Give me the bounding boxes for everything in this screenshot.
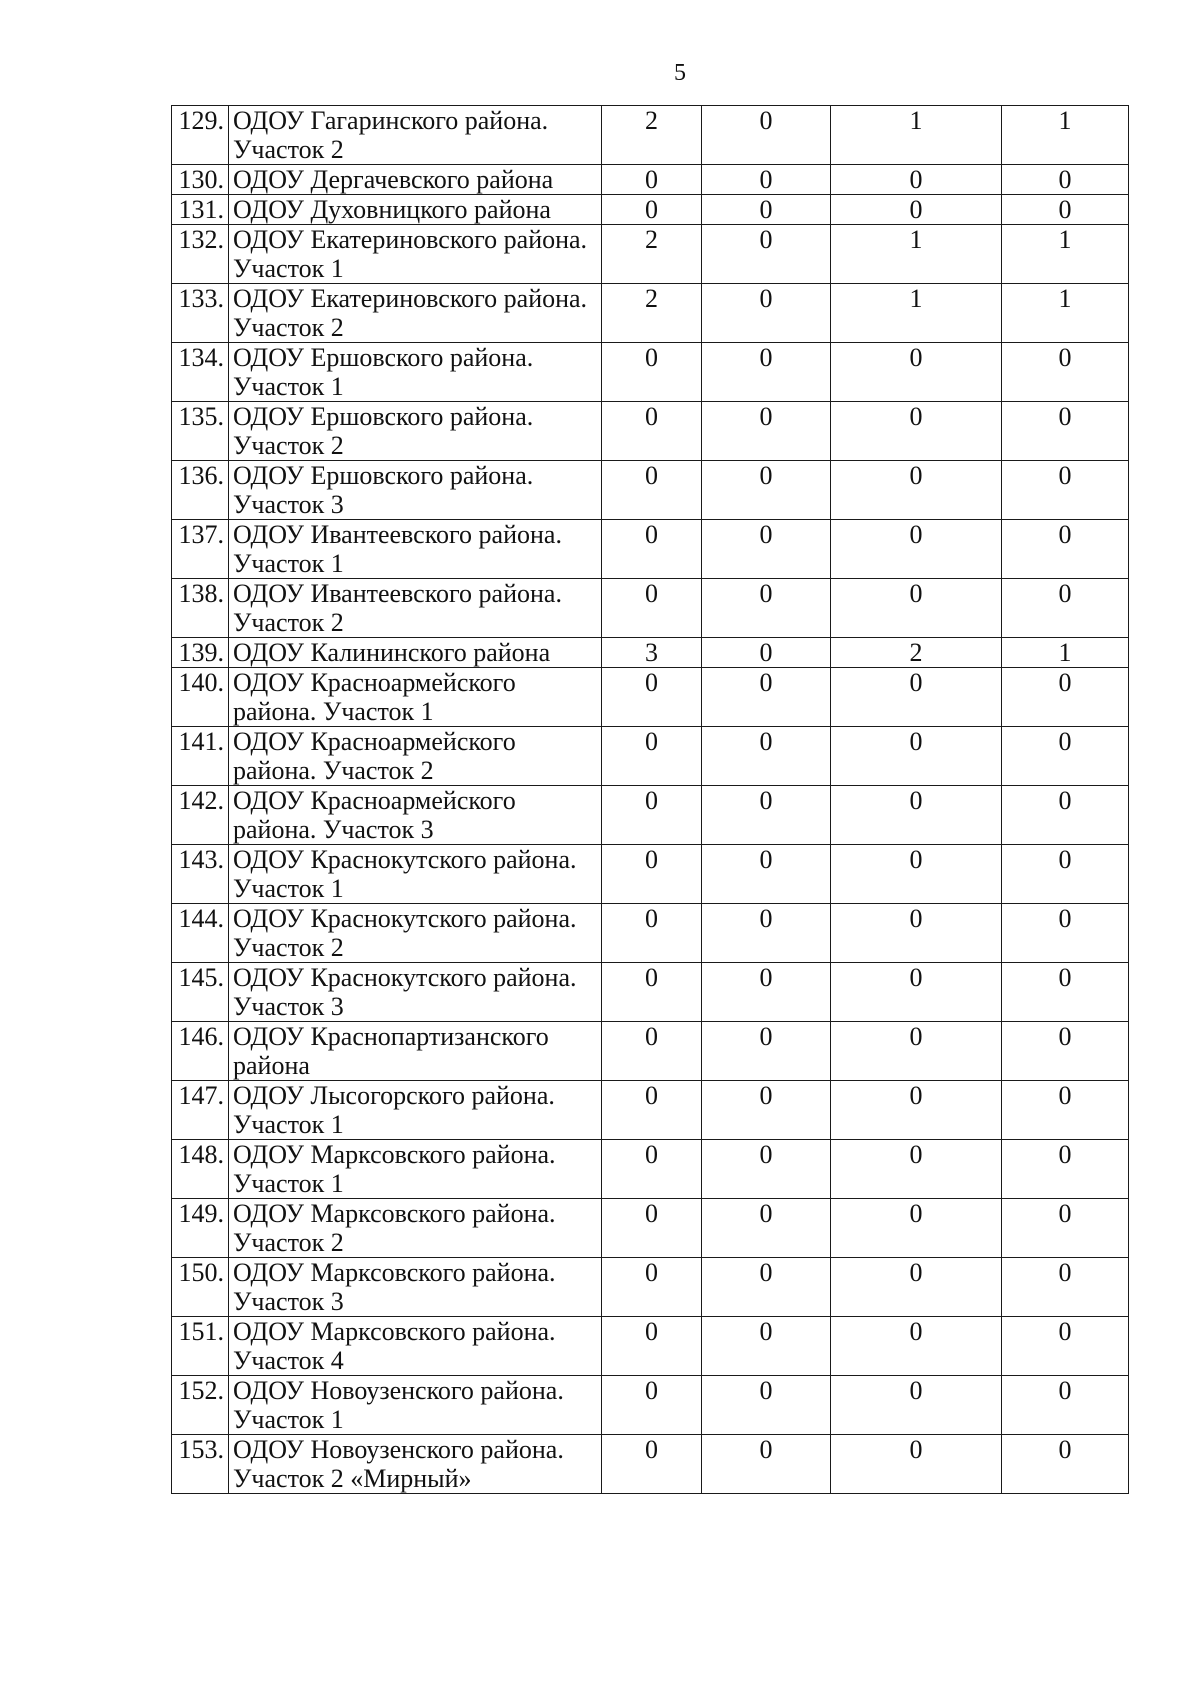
- row-value-2: 0: [702, 520, 831, 579]
- row-value-4: 0: [1002, 904, 1129, 963]
- row-value-2: 0: [702, 343, 831, 402]
- row-value-1: 0: [602, 1435, 702, 1494]
- row-value-3: 0: [831, 402, 1002, 461]
- row-value-4: 0: [1002, 668, 1129, 727]
- row-number: 137.: [172, 520, 229, 579]
- row-name: ОДОУ Духовницкого района: [229, 195, 602, 225]
- row-value-1: 0: [602, 520, 702, 579]
- row-value-4: 0: [1002, 402, 1129, 461]
- row-value-3: 0: [831, 786, 1002, 845]
- table-row: [172, 904, 1129, 963]
- row-number: 142.: [172, 786, 229, 845]
- row-value-4: 0: [1002, 1199, 1129, 1258]
- row-number: 129.: [172, 106, 229, 165]
- row-name: ОДОУ Дергачевского района: [229, 165, 602, 195]
- row-value-4: 1: [1002, 638, 1129, 668]
- row-number: 143.: [172, 845, 229, 904]
- row-value-1: 0: [602, 845, 702, 904]
- row-value-3: 2: [831, 638, 1002, 668]
- row-value-4: 0: [1002, 520, 1129, 579]
- row-value-3: 0: [831, 1199, 1002, 1258]
- table-row: [172, 786, 1129, 845]
- row-number: 139.: [172, 638, 229, 668]
- row-value-3: 0: [831, 845, 1002, 904]
- row-value-4: 0: [1002, 845, 1129, 904]
- row-value-4: 0: [1002, 461, 1129, 520]
- row-value-2: 0: [702, 963, 831, 1022]
- row-name: ОДОУ Краснокутского района. Участок 1: [229, 845, 602, 904]
- row-value-4: 0: [1002, 195, 1129, 225]
- table-row: [172, 1022, 1129, 1081]
- row-value-2: 0: [702, 1317, 831, 1376]
- table-body: [172, 106, 1129, 1494]
- table-row: [172, 845, 1129, 904]
- row-value-2: 0: [702, 225, 831, 284]
- row-value-1: 0: [602, 1081, 702, 1140]
- row-value-2: 0: [702, 1435, 831, 1494]
- row-number: 150.: [172, 1258, 229, 1317]
- row-value-2: 0: [702, 904, 831, 963]
- row-value-4: 0: [1002, 1435, 1129, 1494]
- row-value-4: 0: [1002, 1081, 1129, 1140]
- row-value-3: 0: [831, 1376, 1002, 1435]
- row-value-3: 0: [831, 195, 1002, 225]
- row-value-1: 0: [602, 727, 702, 786]
- row-number: 134.: [172, 343, 229, 402]
- row-value-2: 0: [702, 106, 831, 165]
- row-name: ОДОУ Марксовского района. Участок 2: [229, 1199, 602, 1258]
- row-name: ОДОУ Екатериновского района. Участок 2: [229, 284, 602, 343]
- row-name: ОДОУ Екатериновского района. Участок 1: [229, 225, 602, 284]
- row-name: ОДОУ Краснопартизанского района: [229, 1022, 602, 1081]
- row-number: 145.: [172, 963, 229, 1022]
- row-name: ОДОУ Марксовского района. Участок 1: [229, 1140, 602, 1199]
- row-value-4: 0: [1002, 963, 1129, 1022]
- row-value-1: 3: [602, 638, 702, 668]
- row-name: ОДОУ Ивантеевского района. Участок 1: [229, 520, 602, 579]
- row-value-2: 0: [702, 786, 831, 845]
- row-value-4: 0: [1002, 786, 1129, 845]
- row-value-4: 1: [1002, 284, 1129, 343]
- row-value-3: 1: [831, 284, 1002, 343]
- row-number: 130.: [172, 165, 229, 195]
- row-number: 138.: [172, 579, 229, 638]
- row-name: ОДОУ Калининского района: [229, 638, 602, 668]
- row-value-2: 0: [702, 727, 831, 786]
- row-number: 151.: [172, 1317, 229, 1376]
- row-value-3: 0: [831, 579, 1002, 638]
- row-value-4: 0: [1002, 1376, 1129, 1435]
- row-value-1: 0: [602, 904, 702, 963]
- row-number: 153.: [172, 1435, 229, 1494]
- row-value-1: 0: [602, 343, 702, 402]
- row-name: ОДОУ Краснокутского района. Участок 3: [229, 963, 602, 1022]
- row-name: ОДОУ Марксовского района. Участок 3: [229, 1258, 602, 1317]
- row-value-3: 0: [831, 904, 1002, 963]
- row-value-2: 0: [702, 1140, 831, 1199]
- table-row: [172, 284, 1129, 343]
- row-value-1: 0: [602, 195, 702, 225]
- row-value-4: 0: [1002, 1022, 1129, 1081]
- row-value-1: 0: [602, 579, 702, 638]
- table-row: [172, 343, 1129, 402]
- row-value-4: 0: [1002, 579, 1129, 638]
- row-number: 149.: [172, 1199, 229, 1258]
- row-number: 152.: [172, 1376, 229, 1435]
- row-value-1: 0: [602, 963, 702, 1022]
- row-name: ОДОУ Красноармейского района. Участок 3: [229, 786, 602, 845]
- row-value-1: 2: [602, 106, 702, 165]
- row-value-1: 0: [602, 1140, 702, 1199]
- row-value-1: 0: [602, 668, 702, 727]
- row-value-3: 0: [831, 1258, 1002, 1317]
- row-value-4: 1: [1002, 225, 1129, 284]
- table-row: [172, 225, 1129, 284]
- row-value-2: 0: [702, 461, 831, 520]
- row-value-2: 0: [702, 402, 831, 461]
- row-value-3: 1: [831, 106, 1002, 165]
- row-value-1: 0: [602, 1199, 702, 1258]
- table-row: [172, 1199, 1129, 1258]
- row-number: 131.: [172, 195, 229, 225]
- row-number: 141.: [172, 727, 229, 786]
- row-value-2: 0: [702, 1022, 831, 1081]
- table-row: [172, 520, 1129, 579]
- row-value-1: 0: [602, 1376, 702, 1435]
- row-value-3: 1: [831, 225, 1002, 284]
- table-row: [172, 579, 1129, 638]
- table-row: [172, 1140, 1129, 1199]
- row-value-3: 0: [831, 668, 1002, 727]
- row-value-4: 0: [1002, 343, 1129, 402]
- table-row: [172, 638, 1129, 668]
- row-value-2: 0: [702, 579, 831, 638]
- row-value-3: 0: [831, 963, 1002, 1022]
- row-name: ОДОУ Красноармейского района. Участок 2: [229, 727, 602, 786]
- row-value-2: 0: [702, 1376, 831, 1435]
- row-value-2: 0: [702, 195, 831, 225]
- table-row: [172, 963, 1129, 1022]
- row-name: ОДОУ Ершовского района. Участок 2: [229, 402, 602, 461]
- row-number: 132.: [172, 225, 229, 284]
- row-value-4: 0: [1002, 1317, 1129, 1376]
- table-row: [172, 402, 1129, 461]
- row-value-3: 0: [831, 165, 1002, 195]
- row-name: ОДОУ Марксовского района. Участок 4: [229, 1317, 602, 1376]
- row-name: ОДОУ Новоузенского района. Участок 2 «Мирный»: [229, 1435, 602, 1494]
- row-value-4: 1: [1002, 106, 1129, 165]
- row-name: ОДОУ Ершовского района. Участок 1: [229, 343, 602, 402]
- table-row: [172, 106, 1129, 165]
- row-value-2: 0: [702, 638, 831, 668]
- row-number: 146.: [172, 1022, 229, 1081]
- table-row: [172, 668, 1129, 727]
- row-value-2: 0: [702, 845, 831, 904]
- row-value-2: 0: [702, 668, 831, 727]
- row-number: 135.: [172, 402, 229, 461]
- row-value-3: 0: [831, 343, 1002, 402]
- table-row: [172, 461, 1129, 520]
- table-row: [172, 165, 1129, 195]
- row-number: 144.: [172, 904, 229, 963]
- table-row: [172, 1317, 1129, 1376]
- row-value-3: 0: [831, 727, 1002, 786]
- row-value-2: 0: [702, 1081, 831, 1140]
- row-value-3: 0: [831, 520, 1002, 579]
- row-value-1: 2: [602, 225, 702, 284]
- row-value-4: 0: [1002, 1140, 1129, 1199]
- table-row: [172, 195, 1129, 225]
- row-value-4: 0: [1002, 727, 1129, 786]
- row-number: 140.: [172, 668, 229, 727]
- data-table: [171, 105, 1129, 1494]
- row-value-1: 0: [602, 1258, 702, 1317]
- row-value-1: 0: [602, 1022, 702, 1081]
- row-value-2: 0: [702, 1258, 831, 1317]
- row-value-3: 0: [831, 1140, 1002, 1199]
- row-name: ОДОУ Гагаринского района. Участок 2: [229, 106, 602, 165]
- row-number: 133.: [172, 284, 229, 343]
- row-value-3: 0: [831, 1317, 1002, 1376]
- table-row: [172, 1435, 1129, 1494]
- row-value-1: 0: [602, 1317, 702, 1376]
- row-value-1: 0: [602, 402, 702, 461]
- row-value-3: 0: [831, 461, 1002, 520]
- row-name: ОДОУ Красноармейского района. Участок 1: [229, 668, 602, 727]
- row-value-3: 0: [831, 1435, 1002, 1494]
- row-value-3: 0: [831, 1022, 1002, 1081]
- row-number: 147.: [172, 1081, 229, 1140]
- table-row: [172, 1258, 1129, 1317]
- row-value-1: 0: [602, 165, 702, 195]
- page-number: 5: [674, 60, 686, 86]
- row-value-4: 0: [1002, 1258, 1129, 1317]
- row-value-2: 0: [702, 165, 831, 195]
- row-name: ОДОУ Ивантеевского района. Участок 2: [229, 579, 602, 638]
- table-row: [172, 1376, 1129, 1435]
- row-value-2: 0: [702, 284, 831, 343]
- row-name: ОДОУ Новоузенского района. Участок 1: [229, 1376, 602, 1435]
- row-number: 136.: [172, 461, 229, 520]
- row-name: ОДОУ Ершовского района. Участок 3: [229, 461, 602, 520]
- row-value-3: 0: [831, 1081, 1002, 1140]
- table-row: [172, 1081, 1129, 1140]
- row-value-1: 0: [602, 461, 702, 520]
- row-number: 148.: [172, 1140, 229, 1199]
- row-name: ОДОУ Краснокутского района. Участок 2: [229, 904, 602, 963]
- row-value-1: 2: [602, 284, 702, 343]
- row-value-1: 0: [602, 786, 702, 845]
- table-row: [172, 727, 1129, 786]
- row-name: ОДОУ Лысогорского района. Участок 1: [229, 1081, 602, 1140]
- row-value-2: 0: [702, 1199, 831, 1258]
- row-value-4: 0: [1002, 165, 1129, 195]
